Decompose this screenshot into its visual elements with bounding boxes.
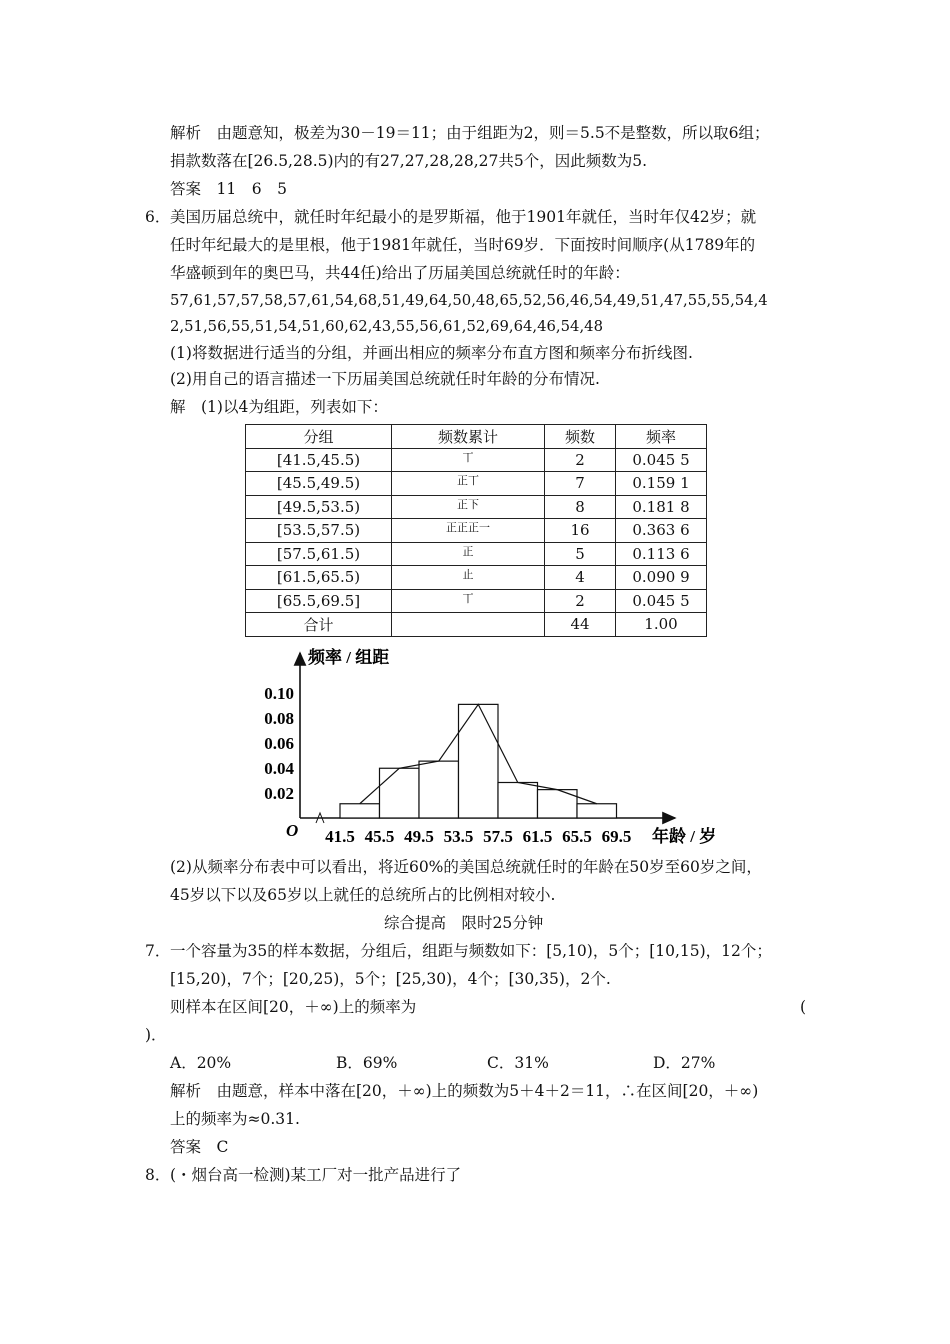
table-cell-frequency: 0.113 6 xyxy=(616,542,707,566)
p7-paren-close: )． xyxy=(145,1026,167,1044)
table-cell-group: [61.5,65.5) xyxy=(246,566,392,590)
histogram-bar xyxy=(538,790,578,818)
histogram-bar xyxy=(340,804,380,818)
x-tick-label: 69.5 xyxy=(601,827,632,846)
table-cell-count: 5 xyxy=(545,542,616,566)
table-cell-total-label: 合计 xyxy=(246,613,392,637)
p6-number: 6． xyxy=(145,208,171,226)
table-header: 分组 xyxy=(246,425,392,449)
table-header: 频率 xyxy=(616,425,707,449)
p6-question1: (1)将数据进行适当的分组，并画出相应的频率分布直方图和频率分布折线图. xyxy=(170,344,693,362)
table-cell-tally: 止 xyxy=(392,566,545,590)
table-cell-frequency: 0.159 1 xyxy=(616,472,707,496)
histogram-bar xyxy=(380,768,420,818)
origin-label: O xyxy=(286,821,299,840)
y-tick-label: 0.04 xyxy=(264,759,294,778)
table-header-row xyxy=(246,425,707,449)
frequency-table xyxy=(245,424,707,637)
table-cell-total-frequency: 1.00 xyxy=(616,613,707,637)
table-row xyxy=(246,519,707,543)
table-cell-count: 4 xyxy=(545,566,616,590)
histogram-bar xyxy=(498,783,538,819)
table-cell-total-count: 44 xyxy=(545,613,616,637)
x-tick-label: 45.5 xyxy=(364,827,395,846)
p7-stem-line3: 则样本在区间[20，＋∞)上的频率为 xyxy=(170,998,417,1016)
table-cell-count: 7 xyxy=(545,472,616,496)
p5-answer: 答案 11 6 5 xyxy=(170,180,287,198)
y-tick-label: 0.10 xyxy=(264,684,294,703)
p7-option-b: B．69% xyxy=(336,1054,398,1072)
p6-stem-line2: 任时年纪最大的是里根，他于1981年就任，当时69岁．下面按时间顺序(从1789年的 xyxy=(170,236,756,254)
x-tick-label: 61.5 xyxy=(522,827,553,846)
p6-stem-line3: 华盛顿到年的奥巴马，共44任)给出了历届美国总统就任时的年龄： xyxy=(170,264,630,282)
y-tick-label: 0.08 xyxy=(264,709,294,728)
p6-solution-intro: 解 (1)以4为组距，列表如下： xyxy=(170,398,388,416)
histogram-bar xyxy=(419,761,459,818)
table-cell-frequency: 0.181 8 xyxy=(616,495,707,519)
p7-number: 7． xyxy=(145,942,171,960)
p7-analysis-line1: 解析 由题意，样本中落在[20，＋∞)上的频数为5＋4＋2＝11，∴在区间[20，＋∞) xyxy=(170,1082,759,1100)
p6-data-line1: 57,61,57,57,58,57,61,54,68,51,49,64,50,48,65,52,56,46,54,49,51,47,55,55,54,4 xyxy=(170,292,768,309)
x-tick-label: 57.5 xyxy=(483,827,513,846)
p7-paren-open: ( xyxy=(800,998,807,1016)
y-axis-label: 频率 / 组距 xyxy=(308,648,390,667)
table-cell-count: 8 xyxy=(545,495,616,519)
section-heading: 综合提高 限时25分钟 xyxy=(384,914,544,932)
p6-conclusion-line1: (2)从频率分布表中可以看出，将近60%的美国总统就任时的年龄在50岁至60岁之间， xyxy=(170,858,762,876)
p7-option-c: C．31% xyxy=(487,1054,549,1072)
table-row xyxy=(246,495,707,519)
table-cell-tally: 正正正一 xyxy=(392,519,545,543)
p8-number: 8． xyxy=(145,1166,171,1184)
p5-analysis-line1: 解析 由题意知，极差为30－19＝11；由于组距为2，则＝5.5不是整数，所以取6组； xyxy=(170,124,770,142)
table-cell-group: [57.5,61.5) xyxy=(246,542,392,566)
p7-stem-line1: 一个容量为35的样本数据，分组后，组距与频数如下：[5,10)，5个；[10,15)，12个； xyxy=(170,942,772,960)
x-tick-label: 65.5 xyxy=(562,827,592,846)
table-cell-count: 2 xyxy=(545,448,616,472)
p7-option-d: D．27% xyxy=(653,1054,716,1072)
table-row xyxy=(246,542,707,566)
frequency-histogram xyxy=(264,645,750,850)
table-cell-tally: 丅 xyxy=(392,589,545,613)
table-cell-count: 2 xyxy=(545,589,616,613)
table-row xyxy=(246,589,707,613)
p5-analysis-line2: 捐款数落在[26.5,28.5)内的有27,27,28,28,27共5个，因此频数为5. xyxy=(170,152,648,170)
table-cell-frequency: 0.090 9 xyxy=(616,566,707,590)
table-cell-count: 16 xyxy=(545,519,616,543)
table-cell-group: [49.5,53.5) xyxy=(246,495,392,519)
table-total-row xyxy=(246,613,707,637)
table-row xyxy=(246,448,707,472)
p7-stem-line2: [15,20)，7个；[20,25)，5个；[25,30)，4个；[30,35)，2个. xyxy=(170,970,611,988)
table-cell-tally: 正丅 xyxy=(392,472,545,496)
p8-stem-line1: (・烟台高一检测)某工厂对一批产品进行了 xyxy=(170,1166,462,1184)
x-axis-label: 年龄 / 岁 xyxy=(652,827,717,846)
table-cell-tally: 正下 xyxy=(392,495,545,519)
p7-answer: 答案 C xyxy=(170,1138,229,1156)
table-cell-group: [65.5,69.5] xyxy=(246,589,392,613)
histogram-bar xyxy=(577,804,617,818)
table-cell-group: [45.5,49.5) xyxy=(246,472,392,496)
table-cell-group: [53.5,57.5) xyxy=(246,519,392,543)
table-cell-total-tally xyxy=(392,613,545,637)
table-cell-frequency: 0.045 5 xyxy=(616,448,707,472)
table-cell-tally: 正 xyxy=(392,542,545,566)
p7-option-a: A．20% xyxy=(170,1054,232,1072)
table-row xyxy=(246,472,707,496)
table-cell-frequency: 0.045 5 xyxy=(616,589,707,613)
table-row xyxy=(246,566,707,590)
p6-question2: (2)用自己的语言描述一下历届美国总统就任时年龄的分布情况. xyxy=(170,370,600,388)
table-cell-frequency: 0.363 6 xyxy=(616,519,707,543)
x-tick-label: 49.5 xyxy=(404,827,434,846)
x-tick-label: 53.5 xyxy=(443,827,474,846)
y-tick-label: 0.06 xyxy=(264,734,294,753)
p6-conclusion-line2: 45岁以下以及65岁以上就任的总统所占的比例相对较小. xyxy=(170,886,556,904)
p6-data-line2: 2,51,56,55,51,54,51,60,62,43,55,56,61,52,69,64,46,54,48 xyxy=(170,318,603,335)
x-tick-label: 41.5 xyxy=(325,827,355,846)
table-header: 频数 xyxy=(545,425,616,449)
p7-analysis-line2: 上的频率为≈0.31. xyxy=(170,1110,300,1128)
histogram-bar xyxy=(459,704,499,818)
table-cell-tally: 丅 xyxy=(392,448,545,472)
table-cell-group: [41.5,45.5) xyxy=(246,448,392,472)
y-tick-label: 0.02 xyxy=(264,784,294,803)
p6-stem-line1: 美国历届总统中，就任时年纪最小的是罗斯福，他于1901年就任，当时年仅42岁；就 xyxy=(170,208,757,226)
table-header: 频数累计 xyxy=(392,425,545,449)
